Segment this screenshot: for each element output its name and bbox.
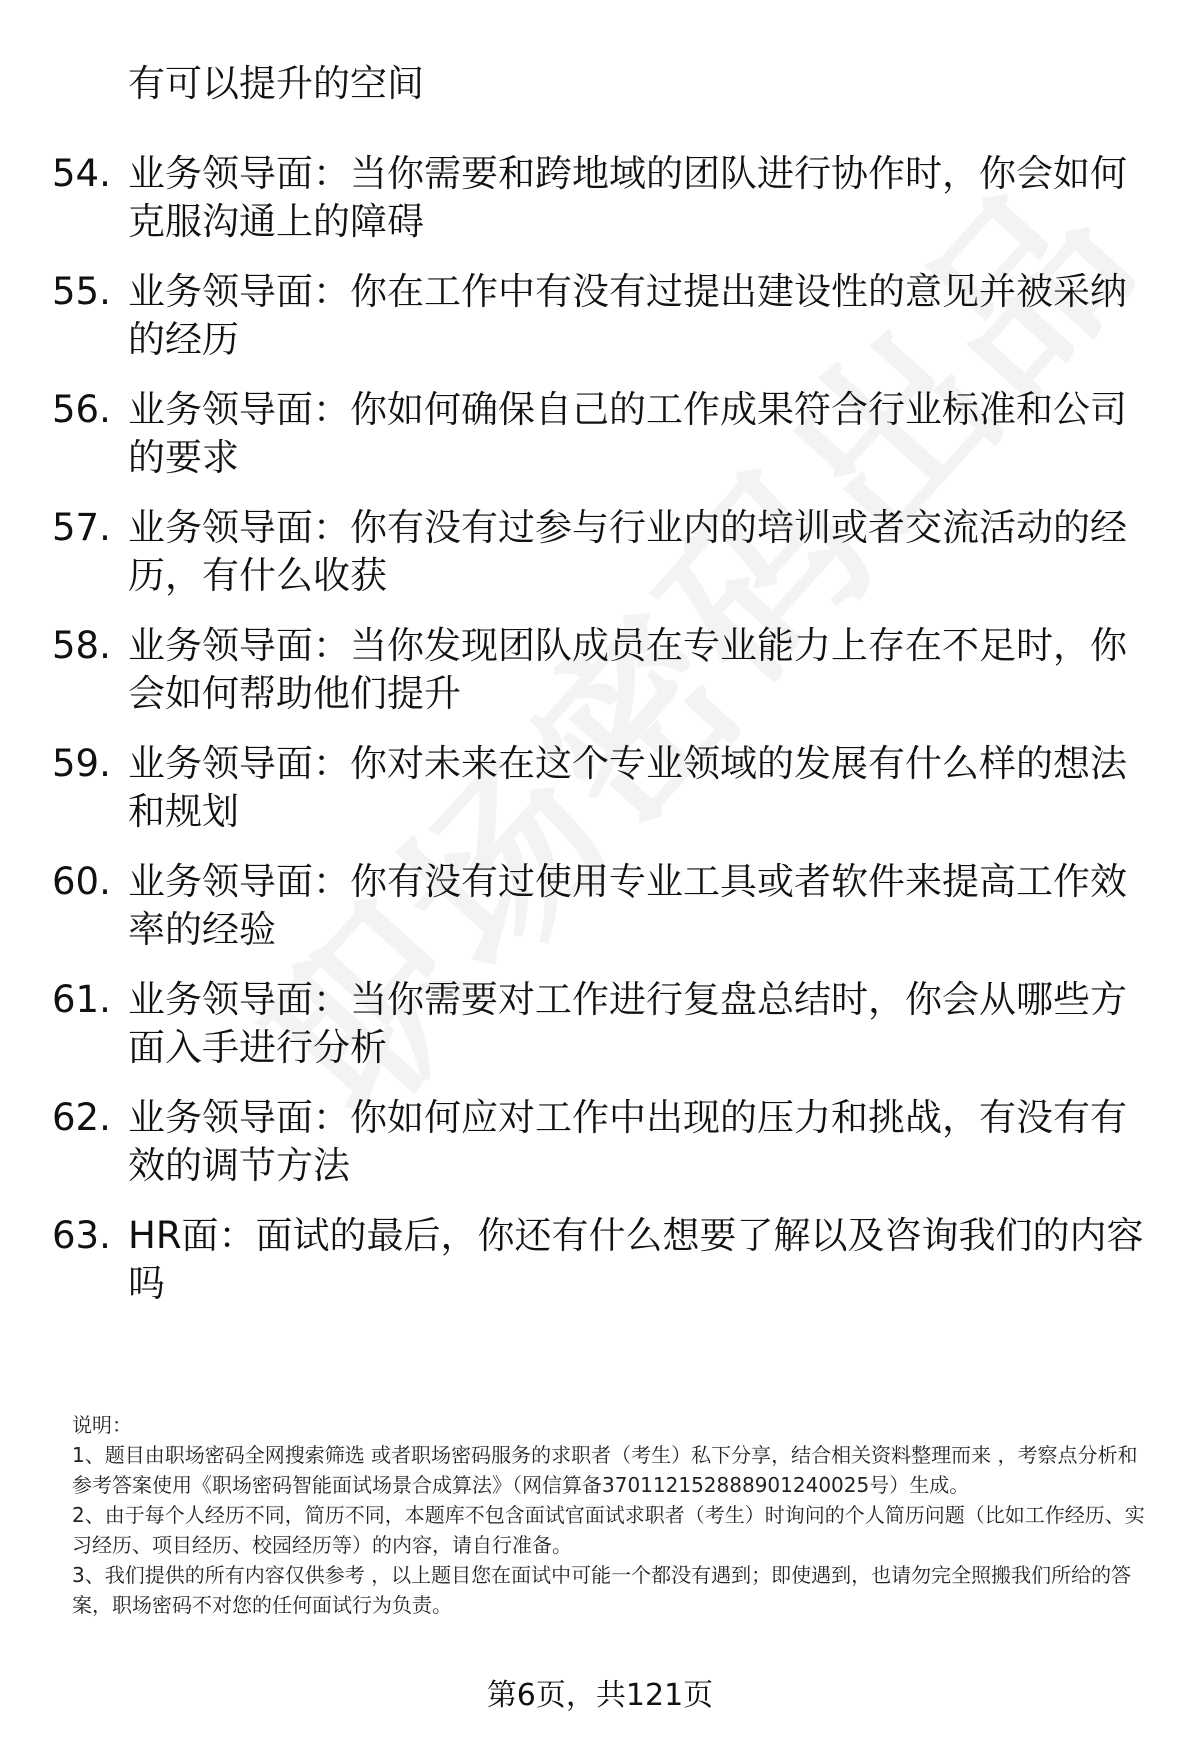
question-number: 55. [52,270,111,313]
notes-item-1: 1、题目由职场密码全网搜索筛选 或者职场密码服务的求职者（考生）私下分享，结合相关资料整理而来 ，考察点分析和参考答案使用《职场密码智能面试场景合成算法》（网信算备370112152888901240025号）生成。 [72,1443,1138,1497]
question-text: 业务领导面：你如何确保自己的工作成果符合行业标准和公司的要求 [128,388,1127,479]
question-number: 58. [52,624,111,667]
question-number: 57. [52,506,111,549]
question-text: 业务领导面：你对未来在这个专业领域的发展有什么样的想法和规划 [128,742,1127,833]
question-text: HR面：面试的最后，你还有什么想要了解以及咨询我们的内容吗 [128,1214,1144,1305]
question-number: 59. [52,742,111,785]
question-text: 业务领导面：你有没有过使用专业工具或者软件来提高工作效率的经验 [128,860,1127,951]
question-text: 业务领导面：当你需要对工作进行复盘总结时，你会从哪些方面入手进行分析 [128,978,1127,1069]
question-text: 业务领导面：当你需要和跨地域的团队进行协作时，你会如何克服沟通上的障碍 [128,152,1127,243]
question-number: 61. [52,978,111,1021]
question-number: 56. [52,388,111,431]
question-number: 60. [52,860,111,903]
question-number: 54. [52,152,111,195]
question-text: 业务领导面：你有没有过参与行业内的培训或者交流活动的经历，有什么收获 [128,506,1127,597]
notes-title: 说明： [72,1413,132,1437]
question-text: 业务领导面：你如何应对工作中出现的压力和挑战，有没有有效的调节方法 [128,1096,1127,1187]
question-text: 业务领导面：你在工作中有没有过提出建设性的意见并被采纳的经历 [128,270,1127,361]
question-continuation: 有可以提升的空间 [128,62,424,105]
question-number: 62. [52,1096,111,1139]
question-number: 63. [52,1214,111,1257]
notes-item-3: 3、我们提供的所有内容仅供参考 ，以上题目您在面试中可能一个都没有遇到；即使遇到，也请勿完全照搬我们所给的答案，职场密码不对您的任何面试行为负责。 [72,1563,1132,1617]
question-text: 业务领导面：当你发现团队成员在专业能力上存在不足时，你会如何帮助他们提升 [128,624,1127,715]
notes-item-2: 2、由于每个人经历不同，简历不同，本题库不包含面试官面试求职者（考生）时询问的个人简历问题（比如工作经历、实习经历、项目经历、校园经历等）的内容，请自行准备。 [72,1503,1145,1557]
page-footer: 第6页，共121页 [486,1678,714,1713]
notes-section [72,1410,1152,1620]
